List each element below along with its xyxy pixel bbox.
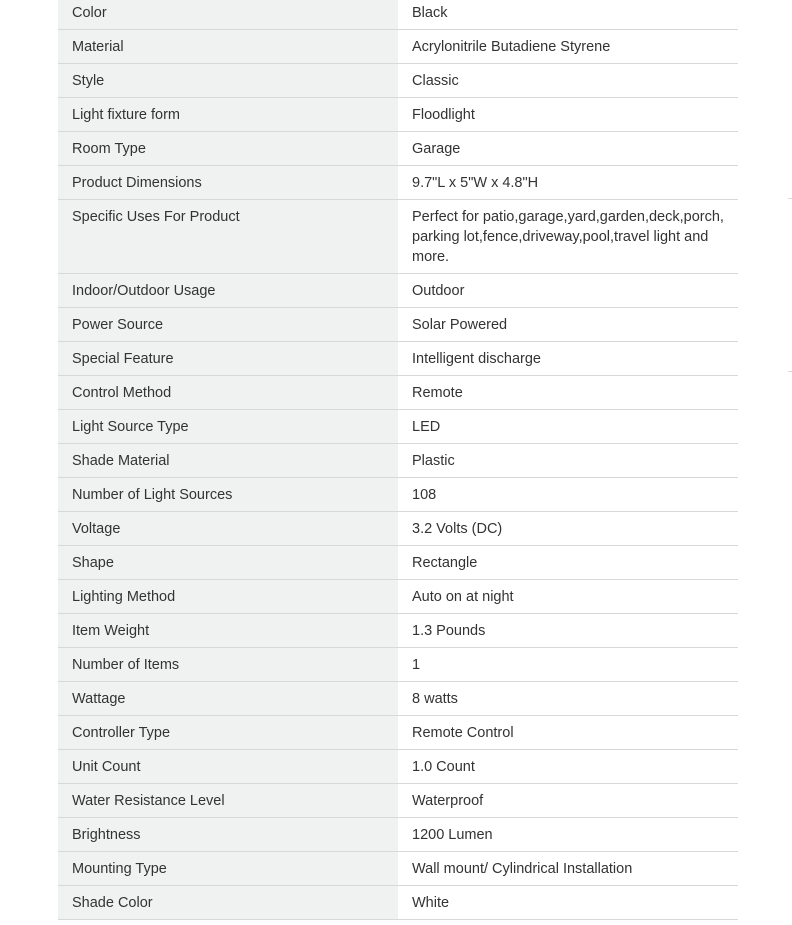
table-row — [58, 0, 738, 30]
spec-label: Unit Count — [58, 750, 398, 784]
spec-label: Brightness — [58, 818, 398, 852]
edge-divider — [788, 198, 792, 199]
spec-value: Solar Powered — [398, 308, 738, 342]
table-row — [58, 716, 738, 750]
spec-label: Wattage — [58, 682, 398, 716]
spec-label: Shade Color — [58, 886, 398, 920]
table-row — [58, 750, 738, 784]
spec-value: Floodlight — [398, 98, 738, 132]
spec-value: LED — [398, 410, 738, 444]
spec-value: Wall mount/ Cylindrical Installation — [398, 852, 738, 886]
spec-label: Specific Uses For Product — [58, 200, 398, 274]
spec-label: Indoor/Outdoor Usage — [58, 274, 398, 308]
spec-value: Plastic — [398, 444, 738, 478]
table-row — [58, 166, 738, 200]
product-specs-table — [58, 0, 738, 920]
specs-body — [58, 0, 738, 920]
spec-value: Outdoor — [398, 274, 738, 308]
spec-label: Special Feature — [58, 342, 398, 376]
spec-label: Color — [58, 0, 398, 30]
spec-label: Shape — [58, 546, 398, 580]
spec-value: 1 — [398, 648, 738, 682]
table-row — [58, 818, 738, 852]
spec-label: Voltage — [58, 512, 398, 546]
spec-value: Acrylonitrile Butadiene Styrene — [398, 30, 738, 64]
spec-value: 1.3 Pounds — [398, 614, 738, 648]
table-row — [58, 852, 738, 886]
spec-value: Garage — [398, 132, 738, 166]
table-row — [58, 30, 738, 64]
table-row — [58, 342, 738, 376]
spec-value: 3.2 Volts (DC) — [398, 512, 738, 546]
spec-label: Controller Type — [58, 716, 398, 750]
table-row — [58, 200, 738, 274]
spec-label: Mounting Type — [58, 852, 398, 886]
spec-label: Shade Material — [58, 444, 398, 478]
spec-value: Intelligent discharge — [398, 342, 738, 376]
spec-value: Perfect for patio,garage,yard,garden,deck,porch, parking lot,fence,driveway,pool,travel light and more. — [398, 200, 738, 274]
table-row — [58, 444, 738, 478]
spec-label: Light Source Type — [58, 410, 398, 444]
spec-label: Lighting Method — [58, 580, 398, 614]
spec-value: 1.0 Count — [398, 750, 738, 784]
table-row — [58, 886, 738, 920]
spec-value: White — [398, 886, 738, 920]
spec-value: Auto on at night — [398, 580, 738, 614]
table-row — [58, 64, 738, 98]
spec-label: Power Source — [58, 308, 398, 342]
spec-label: Product Dimensions — [58, 166, 398, 200]
spec-label: Control Method — [58, 376, 398, 410]
table-row — [58, 274, 738, 308]
table-row — [58, 546, 738, 580]
spec-value: Classic — [398, 64, 738, 98]
table-row — [58, 478, 738, 512]
spec-label: Number of Items — [58, 648, 398, 682]
spec-label: Item Weight — [58, 614, 398, 648]
edge-divider — [788, 371, 792, 372]
table-row — [58, 410, 738, 444]
table-row — [58, 580, 738, 614]
table-row — [58, 308, 738, 342]
spec-value: Black — [398, 0, 738, 30]
table-row — [58, 376, 738, 410]
spec-value: 8 watts — [398, 682, 738, 716]
spec-value: 9.7"L x 5"W x 4.8"H — [398, 166, 738, 200]
spec-value: 108 — [398, 478, 738, 512]
spec-label: Room Type — [58, 132, 398, 166]
table-row — [58, 98, 738, 132]
spec-value: Remote — [398, 376, 738, 410]
table-row — [58, 682, 738, 716]
spec-value: Waterproof — [398, 784, 738, 818]
spec-value: 1200 Lumen — [398, 818, 738, 852]
spec-value: Remote Control — [398, 716, 738, 750]
spec-value: Rectangle — [398, 546, 738, 580]
table-row — [58, 512, 738, 546]
spec-label: Style — [58, 64, 398, 98]
spec-label: Number of Light Sources — [58, 478, 398, 512]
spec-label: Material — [58, 30, 398, 64]
table-row — [58, 648, 738, 682]
spec-label: Water Resistance Level — [58, 784, 398, 818]
table-row — [58, 784, 738, 818]
table-row — [58, 132, 738, 166]
table-row — [58, 614, 738, 648]
spec-label: Light fixture form — [58, 98, 398, 132]
